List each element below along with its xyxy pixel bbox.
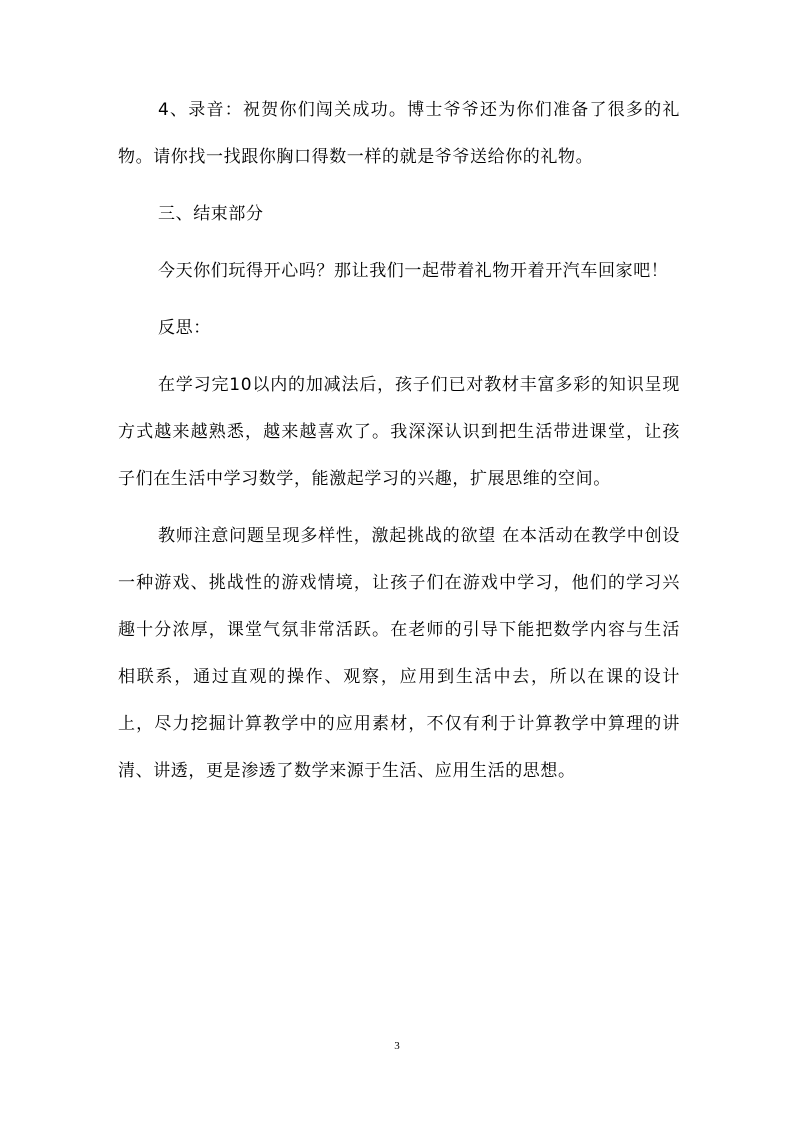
heading-reflection: 反思：	[158, 318, 211, 338]
section-heading-ending: 三、结束部分	[158, 204, 264, 224]
paragraph-reflection-2: 教师注意问题呈现多样性，激起挑战的欲望 在本活动在教学中创设一种游戏、挑战性的游戏情境，让孩子们在游戏中学习，他们的学习兴趣十分浓厚，课堂气氛非常活跃。在老师的引导下能把数学内容与生活相联系，通过直观的操作、观察，应用到生活中去，所以在课的设计上，尽力挖掘计算教学中的应用素材，不仅有利于计算教学中算理的讲清、讲透，更是渗透了数学来源于生活、应用生活的思想。	[118, 526, 680, 781]
paragraph-recording: 4、录音：祝贺你们闯关成功。博士爷爷还为你们准备了很多的礼物。请你找一找跟你胸口得数一样的就是爷爷送给你的礼物。	[118, 100, 680, 167]
document-body	[118, 87, 680, 795]
page-number: 3	[394, 1040, 400, 1052]
paragraph-reflection-1: 在学习完10以内的加减法后，孩子们已对教材丰富多彩的知识呈现方式越来越熟悉，越来越喜欢了。我深深认识到把生活带进课堂，让孩子们在生活中学习数学，能激起学习的兴趣，扩展思维的空间。	[118, 375, 680, 489]
paragraph-closing: 今天你们玩得开心吗？那让我们一起带着礼物开着开汽车回家吧！	[158, 261, 669, 281]
